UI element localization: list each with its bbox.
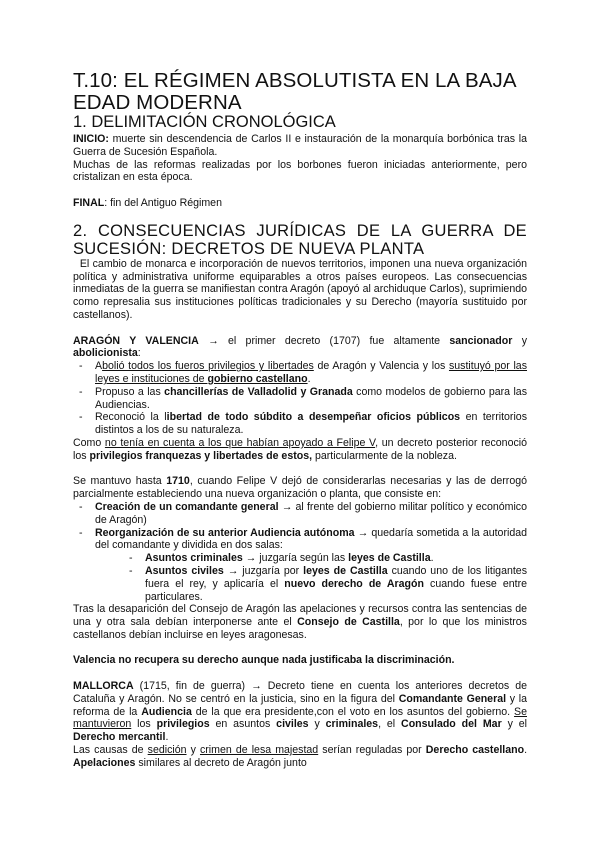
intro-paragraph: El cambio de monarca e incorporación de nuevos territorios, imponen una nueva organización política y administrativa uniforme equiparables a otros países europeos. Las consecuencias inmediatas de la guerra se manifiestan contra Aragón (apoyó al archiduque Carlos), suprimiendo como represalia sus instituciones políticas tradicionales y su Derecho (mayoría sustituido por castellanos).: [73, 257, 530, 321]
p-bold: Consejo de Castilla: [297, 616, 400, 629]
li-bold: leyes de Castilla: [303, 564, 388, 577]
mantuvo-paragraph: [73, 475, 527, 501]
av-text: y: [512, 334, 527, 347]
final-text: : fin del Antiguo Régimen: [104, 196, 222, 209]
nueva-planta-list: [73, 501, 527, 552]
li-bold: ibertad de todo súbdito a desempeñar oficios públicos: [166, 411, 461, 424]
li-text: → juzgaría según las: [242, 552, 349, 565]
p-bold: civiles: [276, 718, 309, 731]
list-item: [73, 501, 527, 527]
li-text: A: [95, 360, 103, 373]
p-text: y: [186, 744, 200, 757]
aragon-valencia-label: ARAGÓN Y VALENCIA: [73, 334, 199, 347]
inicio-paragraph: [73, 133, 527, 159]
li-text: de Aragón y Valencia y los: [313, 360, 449, 373]
p-text: de la que era presidente,con el voto en los asuntos del gobierno.: [191, 705, 515, 718]
list-item: [73, 565, 527, 603]
p-text: , por lo que los ministros castellanos debían incluirse en leyes aragonesas.: [73, 616, 527, 641]
como-paragraph: [73, 437, 527, 463]
li-underline: bolió todos los fueros privilegios y libertades: [102, 360, 314, 373]
p-bold: Derecho mercantil: [73, 731, 166, 744]
list-item: [73, 386, 527, 412]
mallorca-paragraph: [73, 680, 527, 744]
li-text: Propuso a las: [95, 385, 165, 398]
p-text: Como: [73, 436, 105, 449]
inicio-label: INICIO:: [73, 133, 109, 145]
p-text: y: [308, 718, 326, 731]
p-text: , un decreto posterior reconoció los: [73, 436, 527, 462]
p-bold: privilegios franquezas y libertades de estos,: [89, 449, 313, 462]
causas-paragraph: [73, 744, 527, 770]
p-text: y el: [501, 718, 528, 731]
av-text: → el primer decreto (1707) fue altamente: [198, 334, 450, 347]
p-text: Tras la desaparición del Consejo de Aragón las apelaciones y recursos contra las sentencias de una y otra sala debían interponerse ante el: [73, 603, 527, 629]
section-1-heading: 1. DELIMITACIÓN CRONOLÓGICA: [73, 113, 336, 131]
section-2-heading: 2. CONSECUENCIAS JURÍDICAS DE LA GUERRA DE SUCESIÓN: DECRETOS DE NUEVA PLANTA: [73, 221, 527, 258]
p-underline: crimen de lesa majestad: [199, 744, 319, 757]
li-bold: Creación de un comandante general: [95, 500, 279, 513]
li-text: como modelos de gobierno para las Audiencias.: [95, 385, 527, 411]
valencia-paragraph: [73, 654, 527, 667]
p-underline: Se mantuvieron: [73, 705, 527, 731]
li-bold: leyes de Castilla: [348, 552, 431, 565]
li-text: cuando uno de los litigantes fuera el rey, y aplicaría el: [145, 564, 527, 590]
li-text: Reconoció la l: [95, 411, 167, 424]
final-paragraph: [73, 197, 527, 210]
li-text: → quedaría sometida a la autoridad del comandante y dividida en dos salas:: [95, 526, 527, 552]
p-text: .: [165, 731, 169, 744]
p-text: y la reforma de la: [73, 692, 527, 718]
li-text: en territorios distintos a los de su naturaleza.: [95, 411, 527, 437]
list-item: [73, 411, 527, 437]
li-text: .: [430, 552, 434, 565]
p-underline: no tenía en cuenta a los que habían apoyado a Felipe V: [104, 436, 376, 449]
p-underline: sedición: [147, 744, 187, 757]
li-bold: Reorganización de su anterior Audiencia autónoma: [95, 526, 355, 539]
p-text: particularmente de la nobleza.: [312, 449, 457, 462]
li-text: → al frente del gobierno militar político y económico de Aragón): [95, 500, 527, 526]
li-text: cuando fuese entre particulares.: [145, 577, 527, 603]
p-bold: privilegios: [156, 718, 210, 731]
p-text: serían reguladas por: [318, 744, 426, 757]
p-text: .: [524, 744, 528, 757]
p-text: en asuntos: [209, 718, 277, 731]
tras-paragraph: [73, 603, 527, 641]
inicio-text: muerte sin descendencia de Carlos II e instauración de la monarquía borbónica tras la Guerra de Sucesión Española.: [73, 133, 527, 158]
document-page: [73, 69, 530, 770]
aragon-valencia-paragraph: [73, 335, 527, 361]
p-bold: Apelaciones: [73, 756, 136, 769]
av-bold: abolicionista: [73, 347, 138, 360]
page-title: T.10: EL RÉGIMEN ABSOLUTISTA EN LA BAJA EDAD MODERNA: [73, 69, 516, 114]
salas-list: [73, 552, 527, 603]
list-item: [73, 527, 527, 553]
list-item: [73, 552, 527, 565]
li-bold: nuevo derecho de Aragón: [284, 577, 424, 590]
p-text: Las causas de: [73, 744, 148, 757]
li-bold: Asuntos criminales: [145, 552, 243, 565]
p-bold: Consulado del Mar: [401, 718, 502, 731]
p-text: los: [131, 718, 157, 731]
p-text: (1715, fin de guerra) → Decreto tiene en cuenta los anteriores decretos de Cataluña y Aragón. No se centró en la justicia, sino en la figura del: [73, 680, 527, 705]
p-bold: Comandante General: [398, 692, 507, 705]
p-bold: 1710: [166, 475, 190, 488]
p-text: , cuando Felipe V dejó de considerarlas necesarias y las de derrogó parcialmente estableciendo una nueva organización o planta, que consiste en:: [73, 475, 527, 501]
av-bold: sancionador: [449, 334, 513, 347]
li-text: .: [307, 372, 311, 385]
li-bold: chancillerías de Valladolid y Granada: [164, 385, 353, 398]
p-bold: MALLORCA: [73, 680, 134, 693]
av-text: :: [137, 347, 141, 360]
aragon-measures-list: [73, 360, 527, 437]
p-bold: Audiencia: [141, 705, 192, 718]
final-label: FINAL: [73, 196, 105, 209]
li-underline: sustituyó por las leyes e instituciones de: [95, 360, 528, 385]
li-text: → juzgaría por: [223, 564, 304, 577]
li-bold: Asuntos civiles: [145, 564, 224, 577]
list-item: [73, 360, 527, 386]
p-bold: Derecho castellano: [425, 744, 525, 757]
li-bold: gobierno castellano: [207, 372, 308, 385]
p-bold: criminales: [325, 718, 379, 731]
reformas-paragraph: Muchas de las reformas realizadas por los borbones fueron iniciadas anteriormente, pero cristalizan en esta época.: [73, 158, 527, 184]
p-text: similares al decreto de Aragón junto: [135, 756, 307, 769]
p-text: Se mantuvo hasta: [73, 475, 167, 488]
p-bold: Valencia no recupera su derecho aunque nada justificaba la discriminación.: [73, 654, 455, 667]
p-text: , el: [378, 718, 402, 731]
